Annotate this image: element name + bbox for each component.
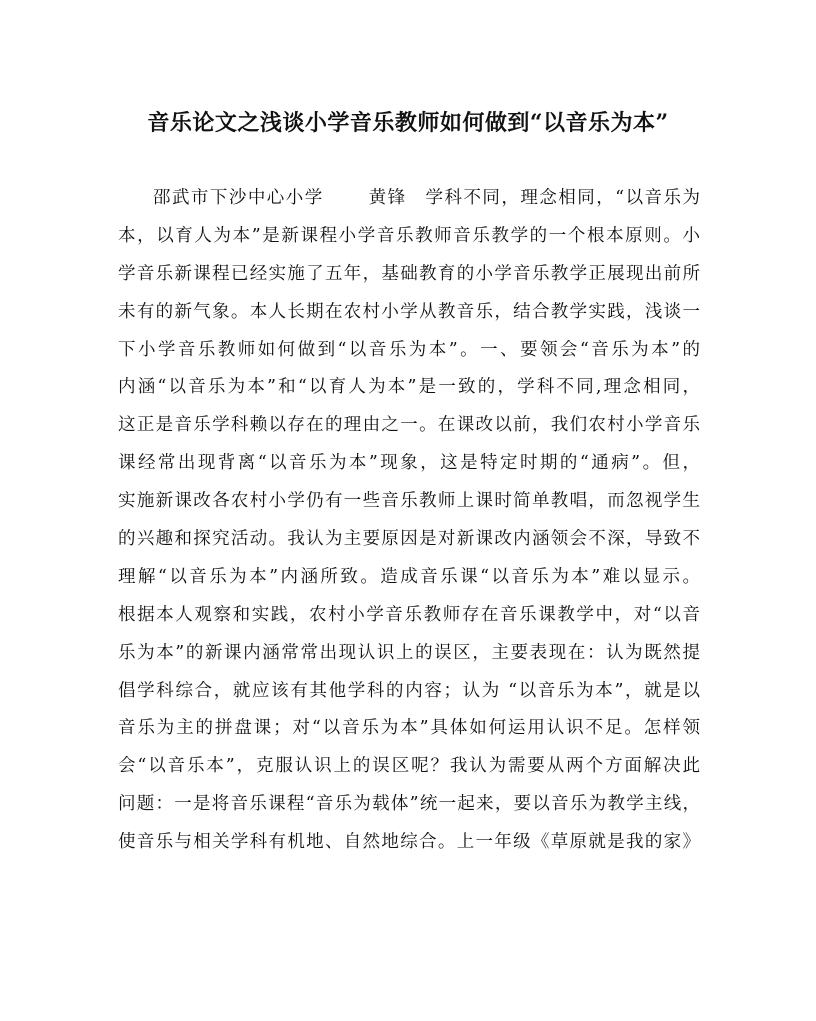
text-line: 邵武市下沙中心小学 黄锋 学科不同，理念相同，“以音乐为 bbox=[153, 188, 700, 208]
text-line: 未有的新气象。本人长期在农村小学从教音乐，结合教学实践，浅谈一 bbox=[118, 301, 700, 322]
text-line: 下小学音乐教师如何做到“以音乐为本”。一、要领会“音乐为本”的 bbox=[118, 339, 700, 360]
text-line: 内涵“以音乐为本”和“以育人为本”是一致的，学科不同,理念相同， bbox=[118, 377, 700, 398]
text-line: 理解“以音乐为本”内涵所致。造成音乐课“以音乐为本”难以显示。 bbox=[118, 566, 700, 587]
text-line: 本，以育人为本”是新课程小学音乐教师音乐教学的一个根本原则。小 bbox=[118, 225, 700, 246]
text-line: 乐为本”的新课内涵常常出现认识上的误区，主要表现在：认为既然提 bbox=[118, 642, 700, 663]
text-line: 会“以音乐本”，克服认识上的误区呢？我认为需要从两个方面解决此 bbox=[118, 756, 700, 777]
text-line: 根据本人观察和实践，农村小学音乐教师存在音乐课教学中，对“以音 bbox=[118, 604, 700, 625]
text-line: 问题：一是将音乐课程“音乐为载体”统一起来，要以音乐为教学主线， bbox=[118, 794, 700, 815]
text-line: 实施新课改各农村小学仍有一些音乐教师上课时简单教唱，而忽视学生 bbox=[118, 491, 700, 512]
page-title: 音乐论文之浅谈小学音乐教师如何做到“以音乐为本” bbox=[147, 110, 669, 136]
body-paragraph bbox=[118, 180, 700, 862]
text-line: 音乐为主的拼盘课；对“以音乐为本”具体如何运用认识不足。怎样领 bbox=[118, 718, 700, 739]
text-line: 学音乐新课程已经实施了五年，基础教育的小学音乐教学正展现出前所 bbox=[118, 263, 700, 284]
text-line: 使音乐与相关学科有机地、自然地综合。上一年级《草原就是我的家》 bbox=[118, 832, 700, 853]
text-line: 倡学科综合，就应该有其他学科的内容；认为 “以音乐为本”，就是以 bbox=[118, 680, 700, 701]
text-line: 的兴趣和探究活动。我认为主要原因是对新课改内涵领会不深，导致不 bbox=[118, 529, 700, 550]
text-line: 课经常出现背离“以音乐为本”现象，这是特定时期的“通病”。但， bbox=[118, 453, 700, 474]
text-line: 这正是音乐学科赖以存在的理由之一。在课改以前，我们农村小学音乐 bbox=[118, 415, 700, 436]
